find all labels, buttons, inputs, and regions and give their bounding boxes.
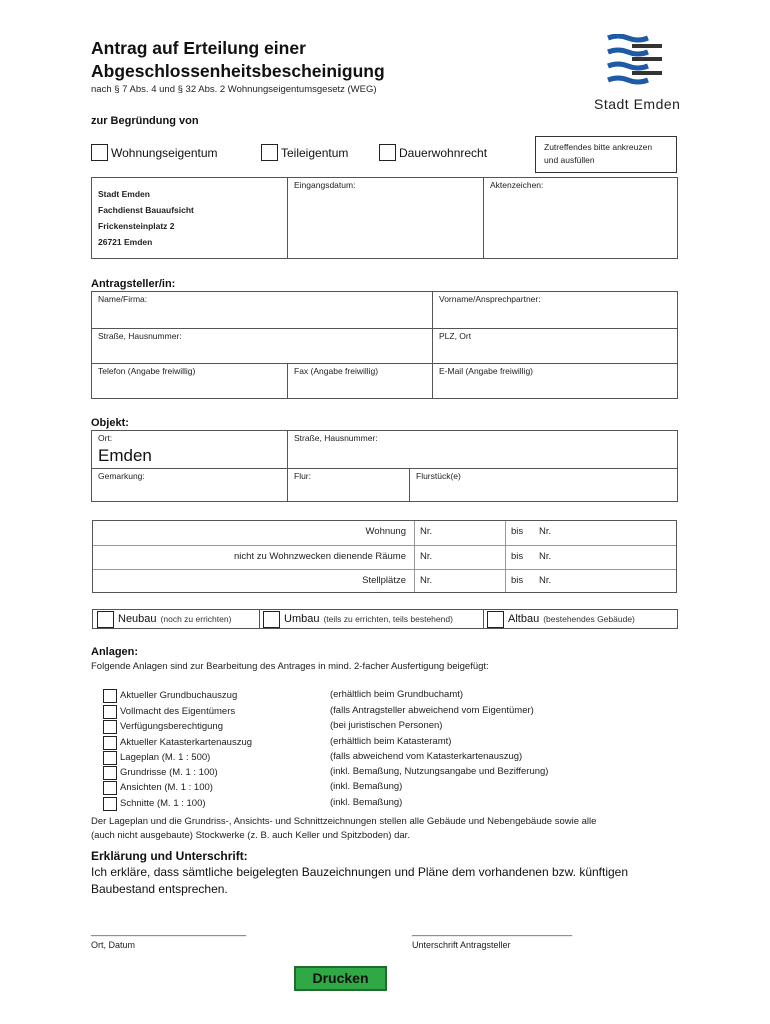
- attachment-item[interactable]: [103, 750, 210, 765]
- flur-label: Flur:: [294, 471, 311, 481]
- footnote-line-1: Der Lageplan und die Grundriss-, Ansichts- und Schnittzeichnungen stellen alle Gebäude und Nebengebäude sowie alle: [91, 816, 597, 827]
- recipient-line-1: Stadt Emden: [98, 189, 150, 199]
- unit-row-nichtwohn: [92, 545, 677, 569]
- signature-label: Unterschrift Antragsteller: [412, 940, 511, 950]
- recipient-line-3: Frickensteinplatz 2: [98, 221, 175, 231]
- attachment-checkbox[interactable]: [103, 781, 117, 795]
- objekt-strasse-field[interactable]: [288, 431, 678, 469]
- name-field[interactable]: [92, 292, 433, 329]
- attachment-label: Aktueller Grundbuchauszug: [120, 690, 238, 701]
- hint-box: Zutreffendes bitte ankreuzen und ausfüllen: [535, 136, 677, 173]
- fax-label: Fax (Angabe freiwillig): [294, 366, 379, 376]
- telefon-label: Telefon (Angabe freiwillig): [98, 366, 196, 376]
- attachment-note: (inkl. Bemaßung): [330, 797, 403, 808]
- recipient-table: [91, 177, 678, 259]
- fax-field[interactable]: [288, 364, 433, 399]
- altbau-checkbox[interactable]: [487, 611, 504, 628]
- attachment-note: (inkl. Bemaßung): [330, 781, 403, 792]
- applicant-table: [91, 291, 678, 399]
- declaration-line-2: Baubestand entsprechen.: [91, 882, 228, 896]
- attachment-checkbox[interactable]: [103, 705, 117, 719]
- place-date-label: Ort, Datum: [91, 940, 136, 950]
- attachments-heading: Anlagen:: [91, 646, 139, 658]
- declaration-heading: Erklärung und Unterschrift:: [91, 849, 248, 863]
- strasse-label: Straße, Hausnummer:: [98, 331, 182, 341]
- recipient-line-2: Fachdienst Bauaufsicht: [98, 205, 194, 215]
- attachment-item[interactable]: [103, 780, 213, 795]
- attachment-item[interactable]: [103, 704, 235, 719]
- attachment-item[interactable]: [103, 796, 206, 811]
- unit-bis: bis: [511, 526, 524, 537]
- attachments-intro: Folgende Anlagen sind zur Bearbeitung des Antrages in mind. 2-facher Ausfertigung beigefügt:: [91, 661, 489, 672]
- unit-row-stellplaetze: [92, 569, 677, 593]
- attachment-note: (bei juristischen Personen): [330, 720, 443, 731]
- plz-ort-field[interactable]: [433, 329, 678, 364]
- gemarkung-label: Gemarkung:: [98, 471, 145, 481]
- attachment-note: (falls abweichend vom Katasterkartenauszug): [330, 751, 523, 762]
- attachment-note: (falls Antragsteller abweichend vom Eigentümer): [330, 705, 534, 716]
- attachments-footnote: [91, 815, 691, 843]
- umbau-checkbox[interactable]: [263, 611, 280, 628]
- construction-type-row: [92, 609, 678, 629]
- attachment-label: Aktueller Katasterkartenauszug: [120, 737, 253, 748]
- attachment-note: (inkl. Bemaßung, Nutzungsangabe und Bezifferung): [330, 766, 549, 777]
- attachment-label: Grundrisse (M. 1 : 100): [120, 767, 218, 778]
- title-line-1: Antrag auf Erteilung einer: [91, 38, 306, 58]
- object-table: [91, 430, 678, 502]
- teileigentum-checkbox[interactable]: [261, 144, 278, 161]
- telefon-field[interactable]: [92, 364, 288, 399]
- option-altbau[interactable]: [487, 610, 635, 628]
- unit-label: Wohnung: [365, 526, 406, 537]
- flur-field[interactable]: [288, 469, 410, 502]
- unit-nr-to[interactable]: Nr.: [539, 551, 552, 562]
- wohnungseigentum-checkbox[interactable]: [91, 144, 108, 161]
- attachment-checkbox[interactable]: [103, 751, 117, 765]
- vorname-field[interactable]: [433, 292, 678, 329]
- attachment-item[interactable]: [103, 735, 252, 750]
- attachment-checkbox[interactable]: [103, 736, 117, 750]
- name-label: Name/Firma:: [98, 294, 148, 304]
- dauerwohnrecht-label: Dauerwohnrecht: [399, 145, 488, 160]
- recipient-address: [92, 178, 288, 259]
- declaration-text: [91, 864, 701, 898]
- umbau-note: (teils zu errichten, teils bestehend): [323, 614, 453, 624]
- attachment-item[interactable]: [103, 765, 218, 780]
- object-heading: Objekt:: [91, 417, 129, 429]
- logo-text: Stadt Emden: [594, 96, 681, 112]
- gemarkung-field[interactable]: [92, 469, 288, 502]
- declaration-line-1: Ich erkläre, dass sämtliche beigelegten Bauzeichnungen und Pläne dem vorhandenen bzw. künftigen: [91, 865, 629, 879]
- altbau-note: (bestehendes Gebäude): [543, 614, 635, 624]
- attachment-checkbox[interactable]: [103, 689, 117, 703]
- applicant-heading: Antragsteller/in:: [91, 278, 176, 290]
- option-wohnungseigentum[interactable]: [91, 144, 218, 162]
- option-dauerwohnrecht[interactable]: [379, 144, 487, 162]
- form-title: [91, 37, 385, 83]
- dauerwohnrecht-checkbox[interactable]: [379, 144, 396, 161]
- signature-line[interactable]: ________________________________: [412, 926, 573, 936]
- reason-label: zur Begründung von: [91, 115, 199, 127]
- neubau-checkbox[interactable]: [97, 611, 114, 628]
- attachment-checkbox[interactable]: [103, 720, 117, 734]
- recipient-line-4: 26721 Emden: [98, 237, 153, 247]
- eingangsdatum-field[interactable]: [288, 178, 484, 259]
- attachment-item[interactable]: [103, 688, 237, 703]
- ort-value: Emden: [98, 446, 152, 465]
- attachment-checkbox[interactable]: [103, 766, 117, 780]
- plz-ort-label: PLZ, Ort: [439, 331, 472, 341]
- unit-nr-to[interactable]: Nr.: [539, 575, 552, 586]
- attachment-checkbox[interactable]: [103, 797, 117, 811]
- eingangsdatum-label: Eingangsdatum:: [294, 180, 356, 190]
- vorname-label: Vorname/Ansprechpartner:: [439, 294, 541, 304]
- email-field[interactable]: [433, 364, 678, 399]
- form-subtitle: nach § 7 Abs. 4 und § 32 Abs. 2 Wohnungseigentumsgesetz (WEG): [91, 84, 377, 95]
- unit-bis: bis: [511, 551, 524, 562]
- ort-field[interactable]: [92, 431, 288, 469]
- aktenzeichen-field[interactable]: [484, 178, 678, 259]
- attachment-note: (erhältlich beim Katasteramt): [330, 736, 452, 747]
- print-button[interactable]: Drucken: [294, 966, 387, 991]
- unit-row-wohnung: [92, 520, 677, 544]
- option-umbau[interactable]: [263, 610, 453, 628]
- unit-nr-from[interactable]: Nr.: [420, 575, 433, 586]
- attachment-item[interactable]: [103, 719, 223, 734]
- wohnungseigentum-label: Wohnungseigentum: [111, 145, 218, 160]
- teileigentum-label: Teileigentum: [281, 145, 349, 160]
- unit-nr-to[interactable]: Nr.: [539, 526, 552, 537]
- unit-label: nicht zu Wohnzwecken dienende Räume: [234, 551, 406, 562]
- place-date-line[interactable]: _______________________________: [91, 926, 247, 936]
- unit-nr-from[interactable]: Nr.: [420, 551, 433, 562]
- umbau-label: Umbau: [284, 613, 320, 625]
- email-label: E-Mail (Angabe freiwillig): [439, 366, 534, 376]
- option-teileigentum[interactable]: [261, 144, 348, 162]
- flurstueck-label: Flurstück(e): [416, 471, 461, 481]
- flurstueck-field[interactable]: [410, 469, 678, 502]
- unit-bis: bis: [511, 575, 524, 586]
- ort-label: Ort:: [98, 433, 113, 443]
- objekt-strasse-label: Straße, Hausnummer:: [294, 433, 378, 443]
- title-line-2: Abgeschlossenheitsbescheinigung: [91, 61, 385, 81]
- altbau-label: Altbau: [508, 613, 540, 625]
- attachment-note: (erhältlich beim Grundbuchamt): [330, 689, 464, 700]
- unit-nr-from[interactable]: Nr.: [420, 526, 433, 537]
- strasse-field[interactable]: [92, 329, 433, 364]
- neubau-label: Neubau: [118, 613, 157, 625]
- unit-label: Stellplätze: [362, 575, 406, 586]
- attachment-label: Verfügungsberechtigung: [120, 721, 223, 732]
- attachment-label: Vollmacht des Eigentümers: [120, 706, 236, 717]
- footnote-line-2: (auch nicht ausgebaute) Stockwerke (z. B. auch Keller und Spitzboden) dar.: [91, 830, 410, 841]
- attachment-label: Ansichten (M. 1 : 100): [120, 782, 213, 793]
- attachment-label: Lageplan (M. 1 : 500): [120, 752, 211, 763]
- attachment-label: Schnitte (M. 1 : 100): [120, 798, 206, 809]
- aktenzeichen-label: Aktenzeichen:: [490, 180, 544, 190]
- option-neubau[interactable]: [97, 610, 231, 628]
- neubau-note: (noch zu errichten): [160, 614, 232, 624]
